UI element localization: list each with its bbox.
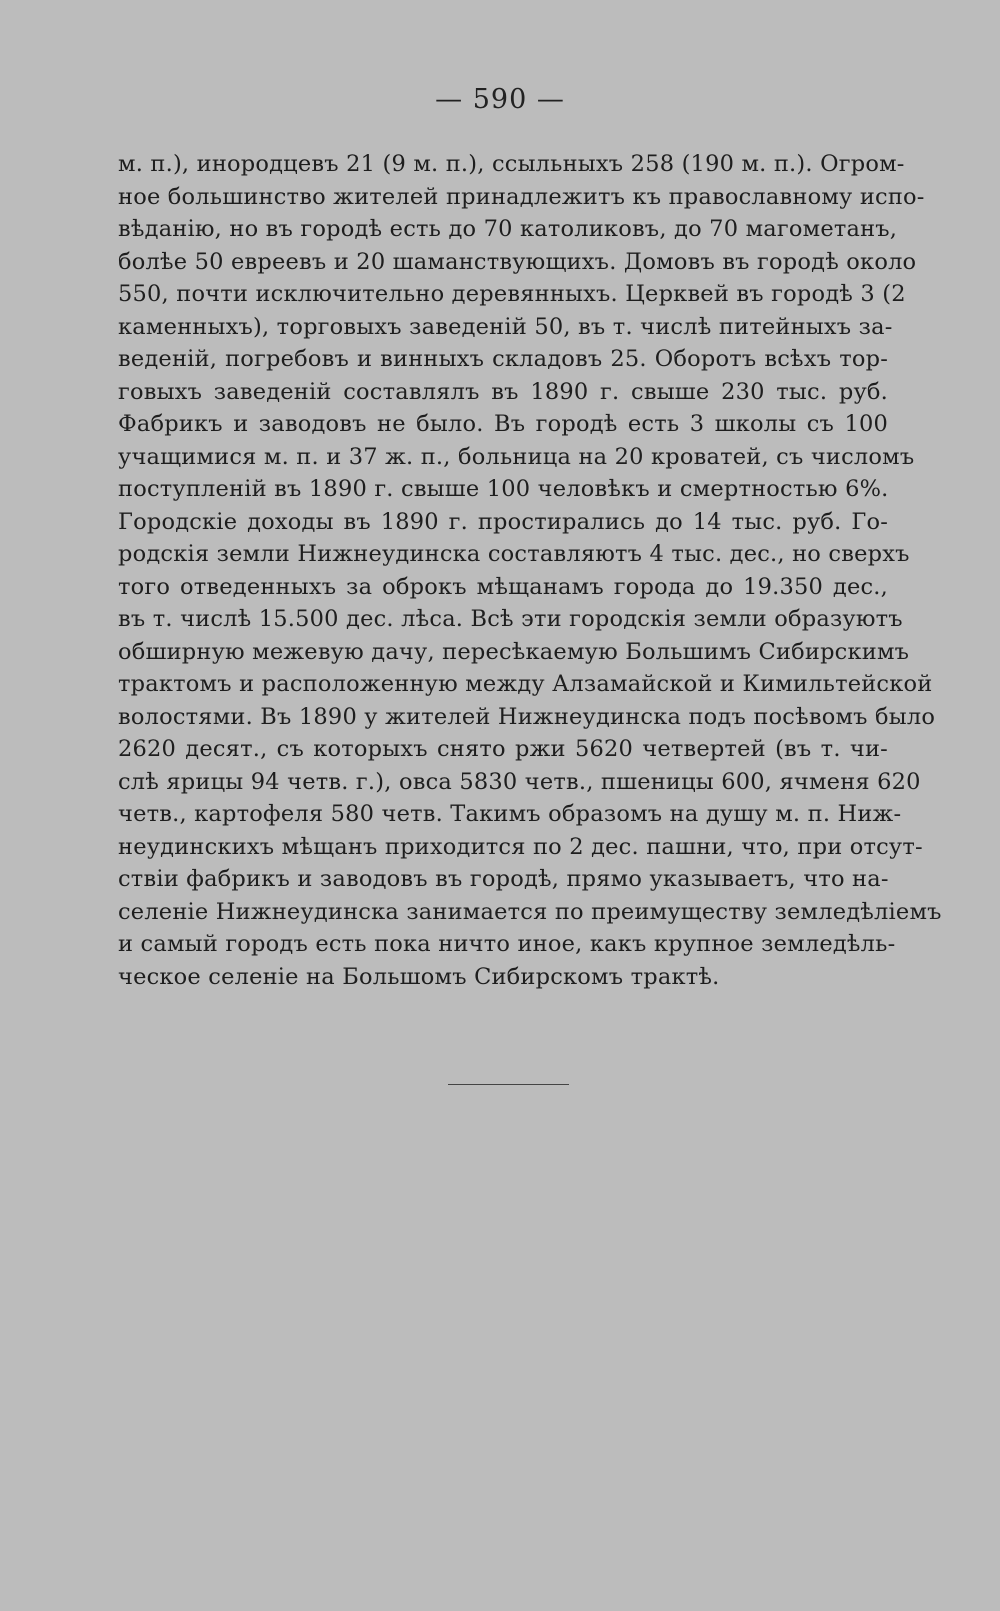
text-line: болѣе 50 евреевъ и 20 шаманствующихъ. Домовъ въ городѣ около [118, 248, 917, 275]
text-line: четв., картофеля 580 четв. Такимъ образомъ на душу м. п. Ниж- [118, 801, 902, 827]
text-line: учащимися м. п. и 37 ж. п., больница на 20 кроватей, съ числомъ [118, 443, 915, 470]
text-line: веденій, погребовъ и винныхъ складовъ 25. Оборотъ всѣхъ тор- [118, 346, 888, 372]
text-line: поступленій въ 1890 г. свыше 100 человѣкъ и смертностью 6%. [118, 476, 889, 502]
text-line: родскія земли Нижнеудинска составляютъ 4 тыс. дес., но сверхъ [118, 541, 910, 567]
text-line: и самый городъ есть пока ничто иное, какъ крупное земледѣль- [118, 931, 896, 957]
text-line: волостями. Въ 1890 у жителей Нижнеудинска подъ посѣвомъ было [118, 703, 936, 730]
section-divider-rule [448, 1084, 569, 1085]
text-line: Городскіе доходы въ 1890 г. простирались до 14 тыс. руб. Го- [118, 508, 888, 535]
page-number: — 590 — [435, 84, 565, 115]
text-line: м. п.), инородцевъ 21 (9 м. п.), ссыльныхъ 258 (190 м. п.). Огром- [118, 151, 905, 177]
text-line: говыхъ заведеній составлялъ въ 1890 г. свыше 230 тыс. руб. [118, 378, 888, 405]
text-line: ствіи фабрикъ и заводовъ въ городѣ, прямо указываетъ, что на- [118, 866, 889, 892]
text-line: того отведенныхъ за оброкъ мѣщанамъ города до 19.350 дес., [118, 573, 888, 600]
text-line: 550, почти исключительно деревянныхъ. Церквей въ городѣ 3 (2 [118, 281, 906, 307]
text-line: каменныхъ), торговыхъ заведеній 50, въ т. числѣ питейныхъ за- [118, 313, 893, 340]
text-line: неудинскихъ мѣщанъ приходится по 2 дес. пашни, что, при отсут- [118, 833, 923, 860]
text-line: вѣданію, но въ городѣ есть до 70 католиковъ, до 70 магометанъ, [118, 216, 898, 242]
text-line: селеніе Нижнеудинска занимается по преимуществу земледѣліемъ [118, 898, 942, 925]
text-line: трактомъ и расположенную между Алзамайской и Кимильтейской [118, 671, 933, 697]
text-line: 2620 десят., съ которыхъ снято ржи 5620 четвертей (въ т. чи- [118, 736, 888, 762]
text-line: слѣ ярицы 94 четв. г.), овса 5830 четв., пшеницы 600, ячменя 620 [118, 768, 921, 795]
text-line: въ т. числѣ 15.500 дес. лѣса. Всѣ эти городскія земли образуютъ [118, 606, 903, 632]
text-line: обширную межевую дачу, пересѣкаемую Большимъ Сибирскимъ [118, 638, 910, 665]
text-line: ное большинство жителей принадлежитъ къ православному испо- [118, 183, 925, 210]
text-line: Фабрикъ и заводовъ не было. Въ городѣ есть 3 школы съ 100 [118, 411, 888, 437]
body-text [118, 148, 942, 993]
text-line-last: ческое селеніе на Большомъ Сибирскомъ трактѣ. [118, 963, 720, 990]
